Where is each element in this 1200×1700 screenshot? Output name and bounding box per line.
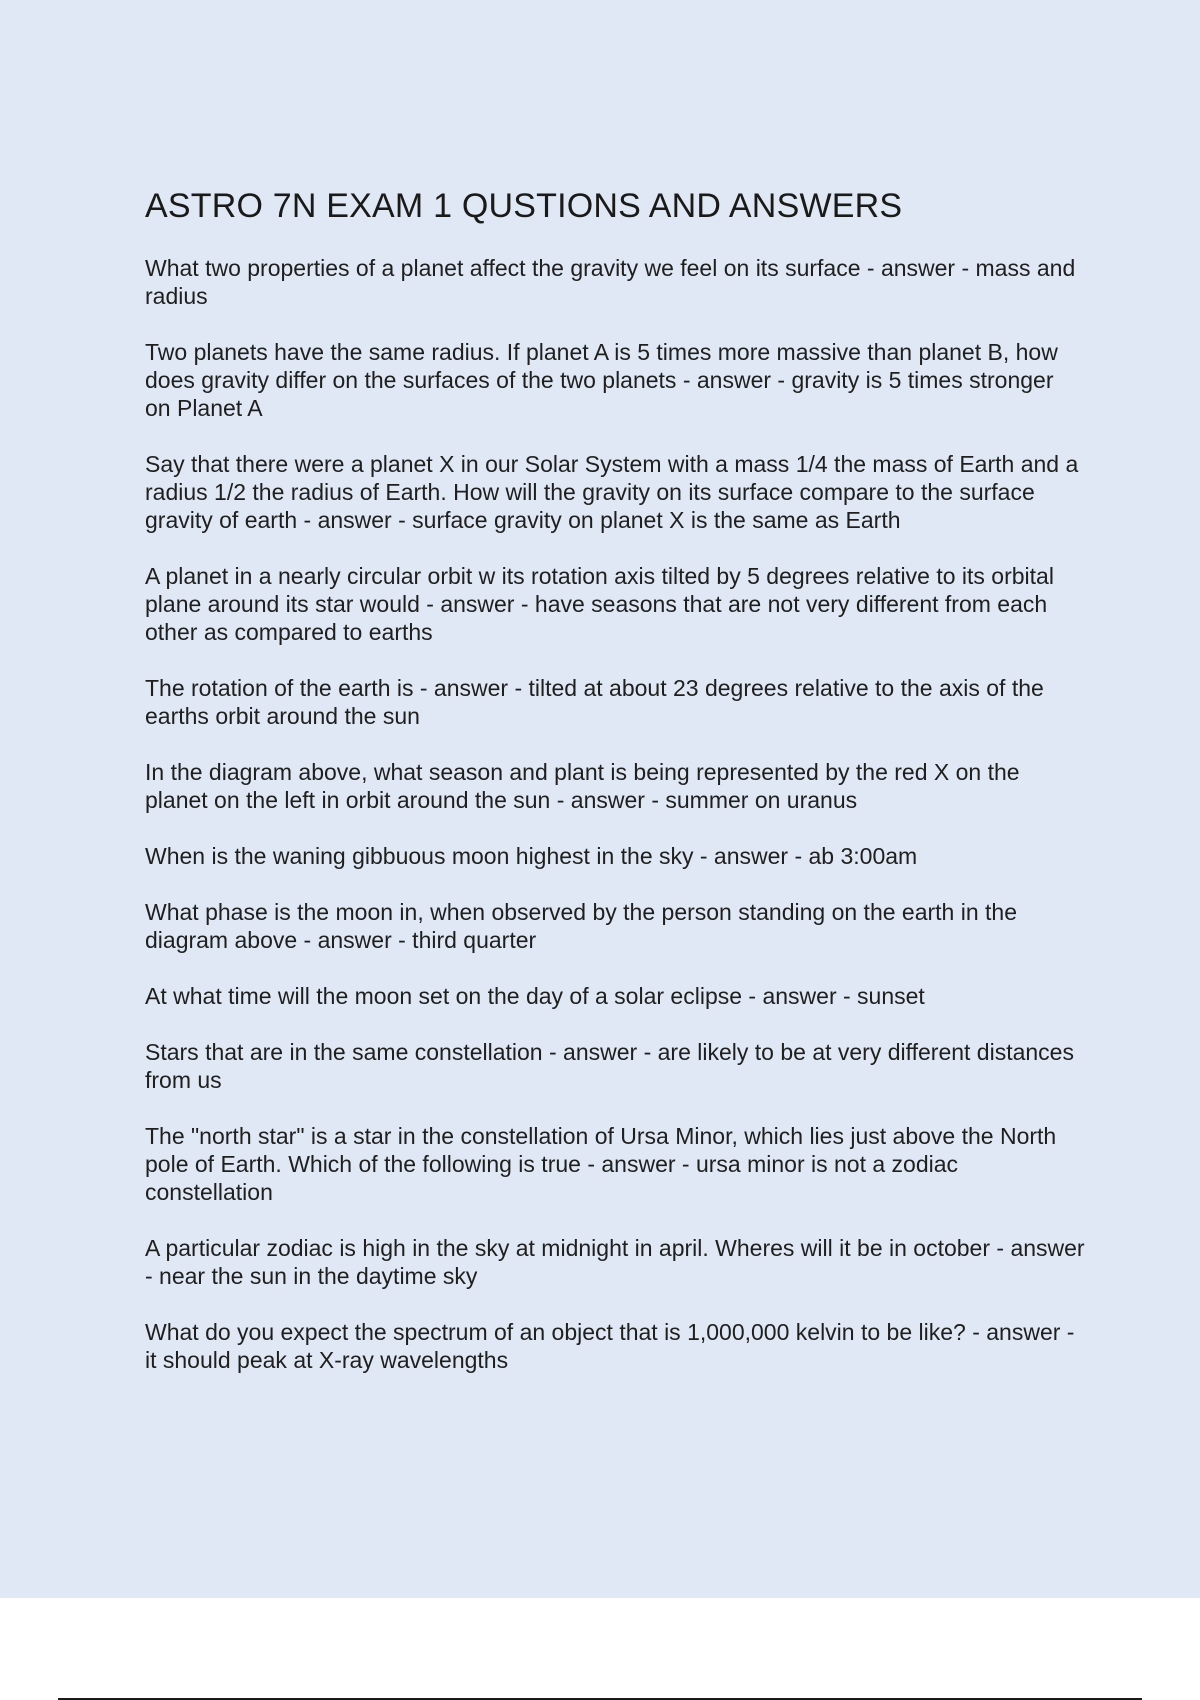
qa-item: The rotation of the earth is - answer - tilted at about 23 degrees relative to the axis of the earths orbit around the sun [145, 675, 1044, 729]
qa-item: When is the waning gibbuous moon highest in the sky - answer - ab 3:00am [145, 843, 918, 869]
qa-item: Stars that are in the same constellation - answer - are likely to be at very different distances from us [145, 1039, 1074, 1093]
qa-item: A planet in a nearly circular orbit w its rotation axis tilted by 5 degrees relative to its orbital plane around its star would - answer - have seasons that are not very different from each other as compared to earths [145, 563, 1054, 645]
qa-item: Two planets have the same radius. If planet A is 5 times more massive than planet B, how does gravity differ on the surfaces of the two planets - answer - gravity is 5 times stronger on Planet A [145, 339, 1058, 421]
qa-item: A particular zodiac is high in the sky at midnight in april. Wheres will it be in october - answer - near the sun in the daytime sky [145, 1235, 1085, 1289]
qa-list [145, 254, 1085, 1374]
qa-item: What two properties of a planet affect the gravity we feel on its surface - answer - mass and radius [145, 255, 1076, 309]
qa-item: In the diagram above, what season and plant is being represented by the red X on the planet on the left in orbit around the sun - answer - summer on uranus [145, 759, 1020, 813]
page-title: ASTRO 7N EXAM 1 QUSTIONS AND ANSWERS [145, 187, 903, 225]
qa-item: What do you expect the spectrum of an object that is 1,000,000 kelvin to be like? - answer - it should peak at X-ray wavelengths [145, 1319, 1075, 1373]
qa-item: Say that there were a planet X in our Solar System with a mass 1/4 the mass of Earth and a radius 1/2 the radius of Earth. How will the gravity on its surface compare to the surface gravity of earth - answer - surface gravity on planet X is the same as Earth [145, 451, 1079, 533]
qa-item: What phase is the moon in, when observed by the person standing on the earth in the diagram above - answer - third quarter [145, 899, 1018, 953]
qa-item: The "north star" is a star in the constellation of Ursa Minor, which lies just above the North pole of Earth. Which of the following is true - answer - ursa minor is not a zodiac constellation [145, 1123, 1057, 1205]
document-content [145, 186, 1085, 1402]
qa-item: At what time will the moon set on the day of a solar eclipse - answer - sunset [145, 983, 925, 1009]
